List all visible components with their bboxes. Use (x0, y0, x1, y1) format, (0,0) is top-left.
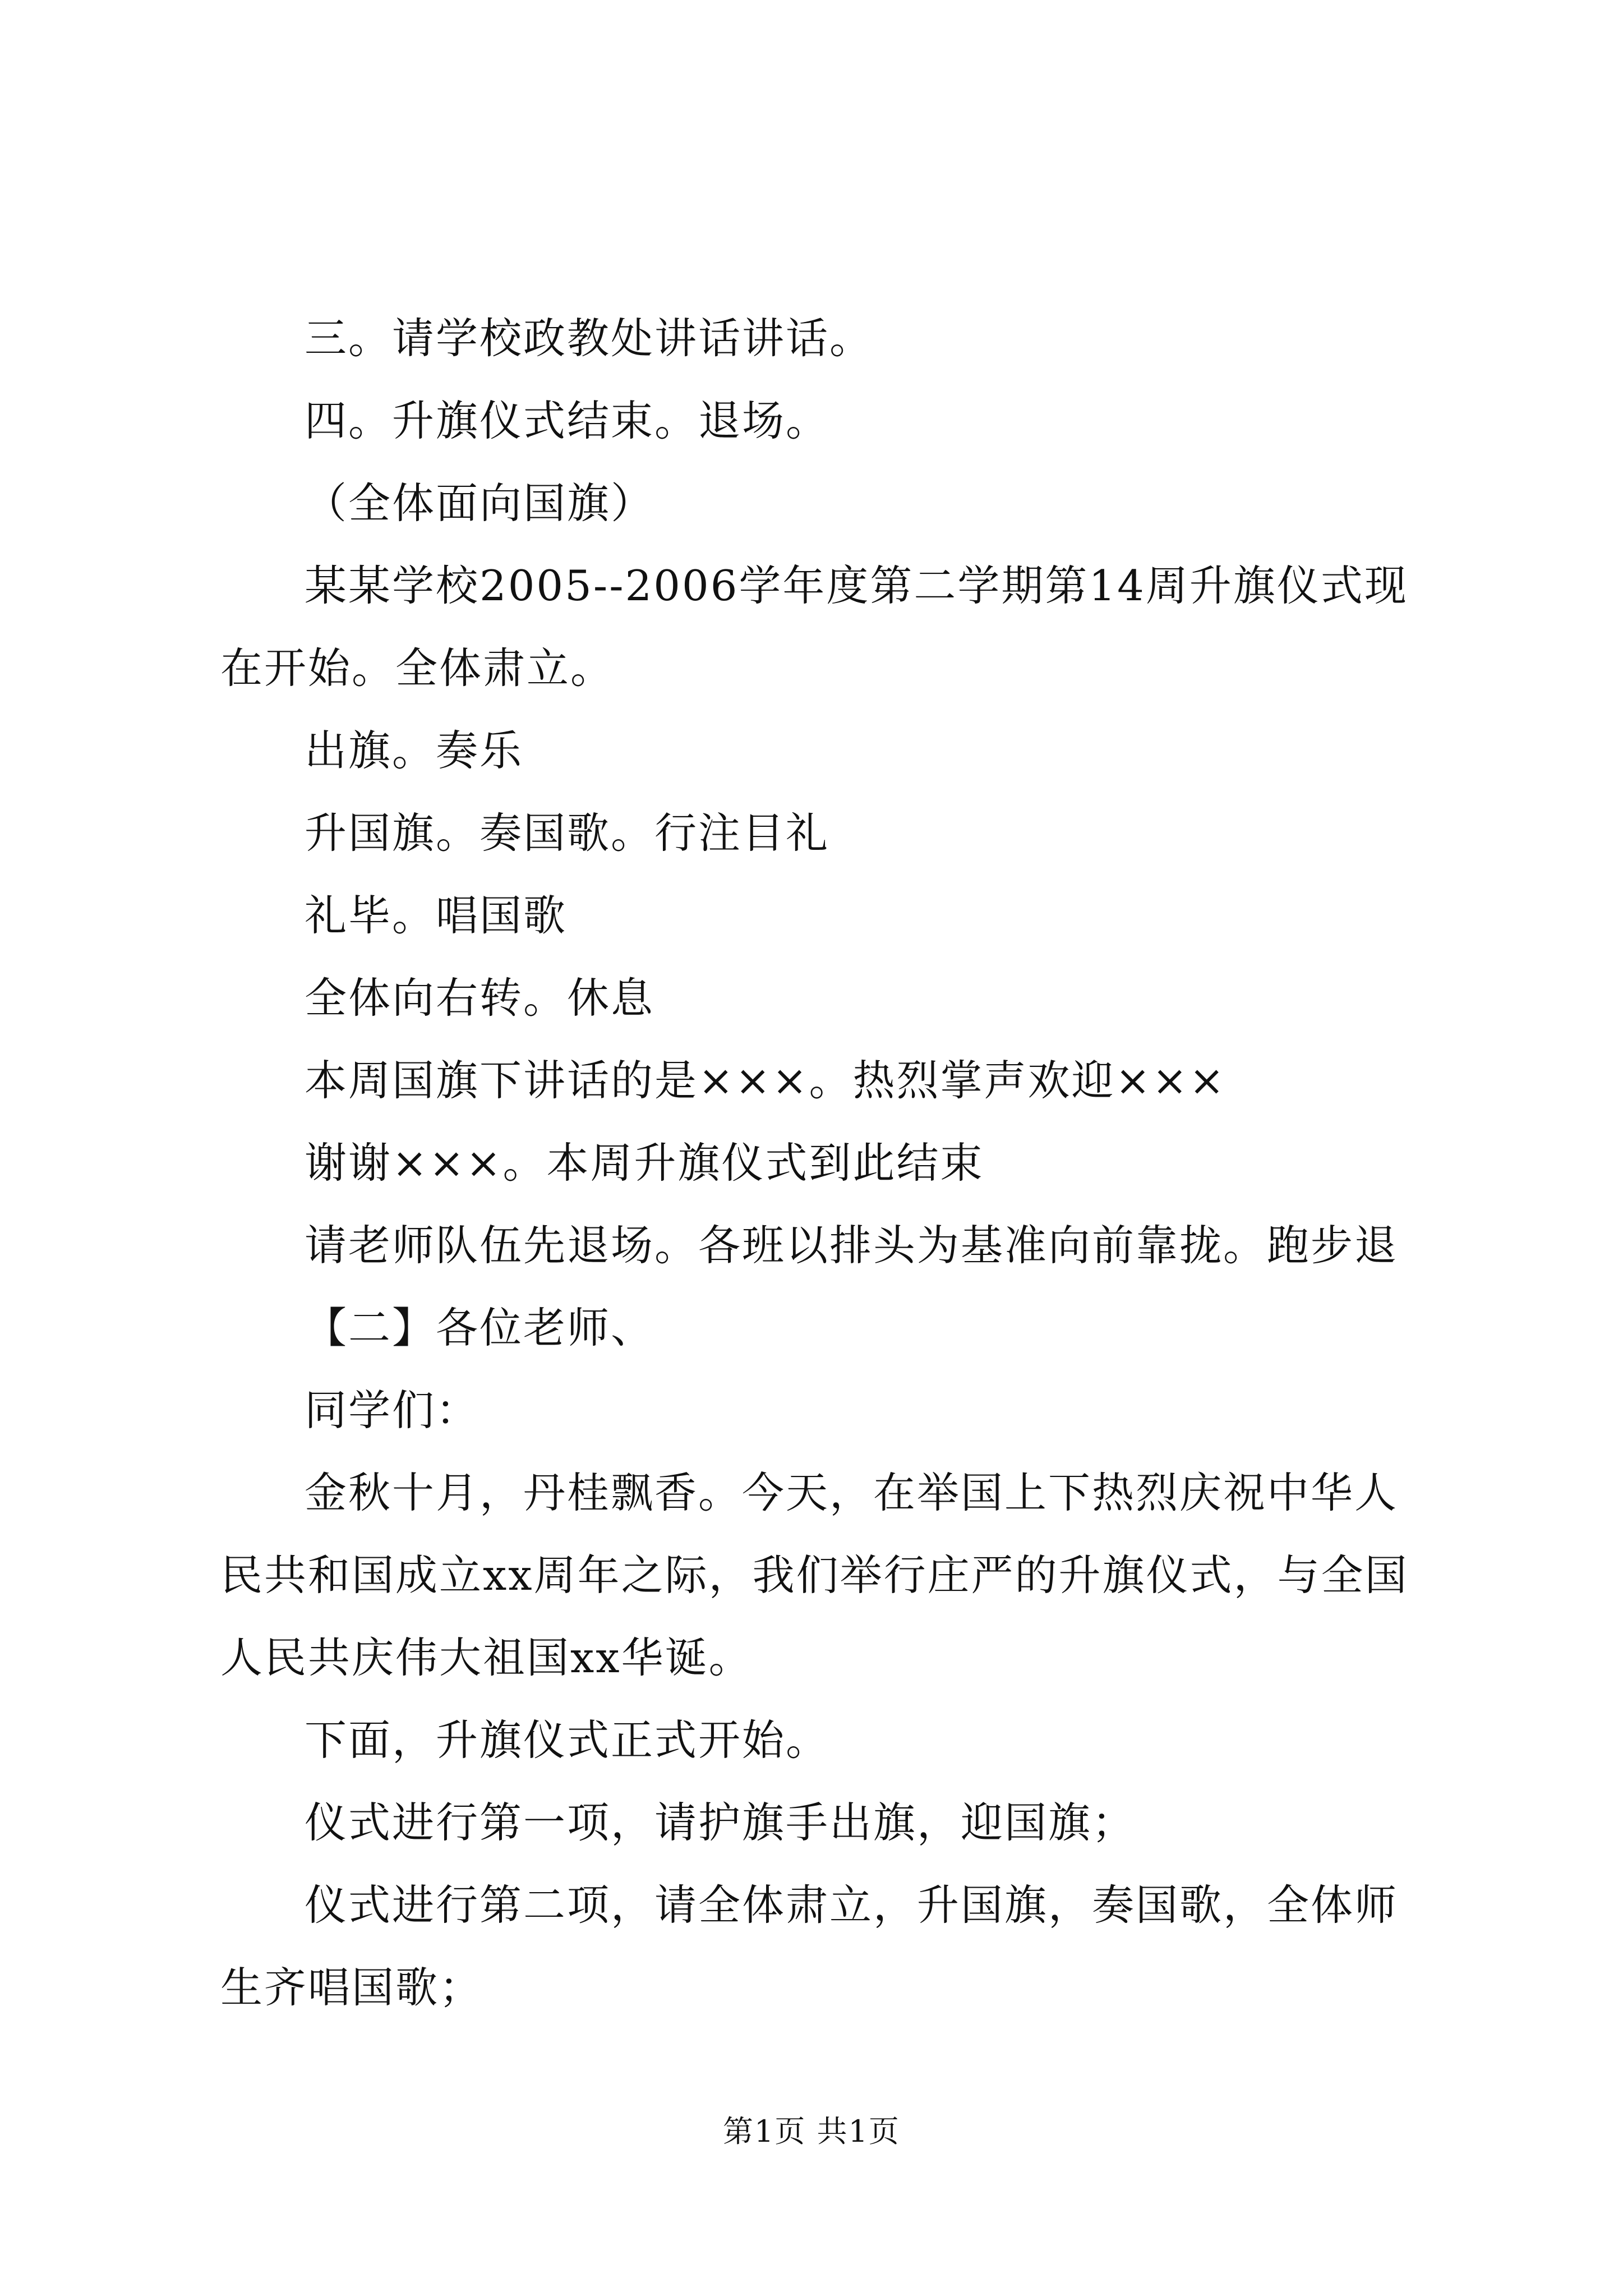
paragraph-17: 仪式进行第二项，请全体肃立，升国旗，奏国歌，全体师生齐唱国歌； (220, 1880, 1399, 2012)
paragraph-9: 本周国旗下讲话的是×××。热烈掌声欢迎××× (305, 1056, 1227, 1105)
paragraph-14: 金秋十月，丹桂飘香。今天，在举国上下热烈庆祝中华人民共和国成立xx周年之际，我们举行庄严的升旗仪式，与全国人民共庆伟大祖国xx华诞。 (220, 1468, 1409, 1682)
paragraph-16: 仪式进行第一项，请护旗手出旗，迎国旗； (305, 1798, 1136, 1847)
paragraph-5: 出旗。奏乐 (305, 726, 524, 775)
paragraph-10: 谢谢×××。本周升旗仪式到此结束 (305, 1138, 984, 1188)
page-number-footer: 第1页 共1页 (723, 2114, 900, 2149)
paragraph-13: 同学们： (305, 1386, 480, 1435)
paragraph-11: 请老师队伍先退场。各班以排头为基准向前靠拢。跑步退 (305, 1221, 1399, 1270)
document-body (220, 297, 1435, 2029)
paragraph-1: 三。请学校政教处讲话讲话。 (305, 314, 874, 363)
paragraph-3: （全体面向国旗） (305, 478, 655, 528)
paragraph-2: 四。升旗仪式结束。退场。 (305, 396, 830, 445)
paragraph-12: 【二】各位老师、 (305, 1303, 655, 1352)
paragraph-15: 下面，升旗仪式正式开始。 (305, 1715, 830, 1765)
paragraph-8: 全体向右转。休息 (305, 973, 655, 1023)
paragraph-4: 某某学校2005--2006学年度第二学期第14周升旗仪式现在开始。全体肃立。 (220, 561, 1408, 693)
paragraph-7: 礼毕。唱国歌 (305, 891, 568, 940)
paragraph-6: 升国旗。奏国歌。行注目礼 (305, 808, 830, 858)
